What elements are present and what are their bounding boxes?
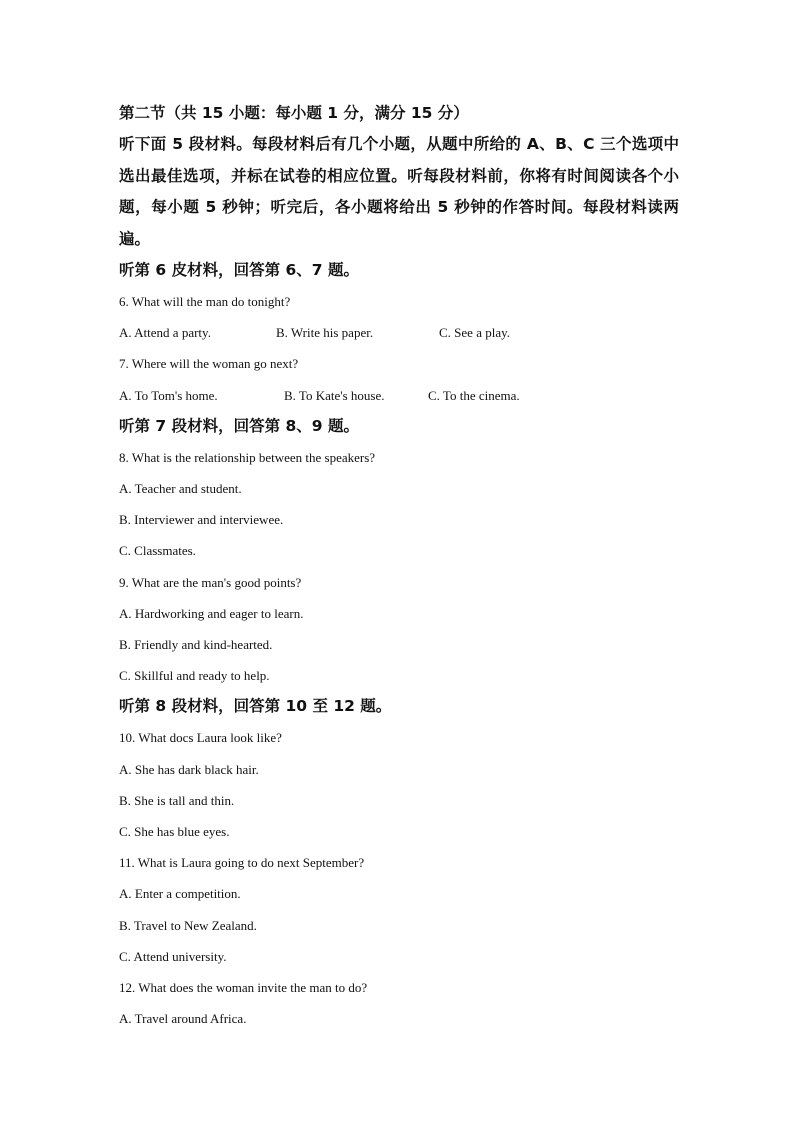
option-9b: B. Friendly and kind-hearted. (119, 637, 273, 652)
option-12a: A. Travel around Africa. (119, 1011, 247, 1027)
option-11c: C. Attend university. (119, 948, 227, 964)
question-10: 10. What docs Laura look like? (119, 730, 282, 746)
page-content (119, 98, 679, 1034)
group-heading: 听第 7 段材料，回答第 8、9 题。 (119, 416, 359, 435)
option-8a: A. Teacher and student. (119, 480, 242, 496)
option-9c: C. Skillful and ready to help. (119, 668, 270, 684)
question-8: 8. What is the relationship between the speakers? (119, 449, 376, 465)
option-11a: A. Enter a competition. (119, 886, 241, 902)
option-6c: C. See a play. (439, 325, 510, 341)
question-12: 12. What does the woman invite the man to do? (119, 980, 368, 996)
option-6b: B. Write his paper. (276, 325, 374, 341)
options-row-7 (119, 380, 679, 411)
option-10a: A. She has dark black hair. (119, 761, 259, 777)
section-instructions: 听下面 5 段材料。每段材料后有几个小题，从题中所给的 A、B、C 三个选项中选出最佳选项，并标在试卷的相应位置。听每段材料前，你将有时间阅读各个小题，每小题 5 秒钟；听完后，各小题将给出 5 秒钟的作答时间。每段材料读两遍。 (119, 135, 679, 248)
option-8b: B. Interviewer and interviewee. (119, 512, 284, 528)
group-heading: 听第 8 段材料，回答第 10 至 12 题。 (119, 697, 392, 716)
option-9a: A. Hardworking and eager to learn. (119, 605, 304, 621)
question-7: 7. Where will the woman go next? (119, 356, 299, 372)
section-title: 第二节（共 15 小题：每小题 1 分，满分 15 分） (119, 104, 469, 122)
option-11b: B. Travel to New Zealand. (119, 917, 257, 933)
option-7a: A. To Tom's home. (119, 387, 218, 403)
option-7c: C. To the cinema. (428, 387, 520, 403)
options-row-6 (119, 317, 679, 348)
option-10c: C. She has blue eyes. (119, 824, 230, 840)
question-9: 9. What are the man's good points? (119, 574, 302, 590)
option-7b: B. To Kate's house. (284, 387, 385, 403)
group-heading: 听第 6 皮材料，回答第 6、7 题。 (119, 261, 359, 279)
option-8c: C. Classmates. (119, 543, 196, 559)
question-11: 11. What is Laura going to do next September? (119, 855, 365, 871)
option-10b: B. She is tall and thin. (119, 792, 235, 808)
question-6: 6. What will the man do tonight? (119, 294, 291, 309)
option-6a: A. Attend a party. (119, 325, 211, 341)
